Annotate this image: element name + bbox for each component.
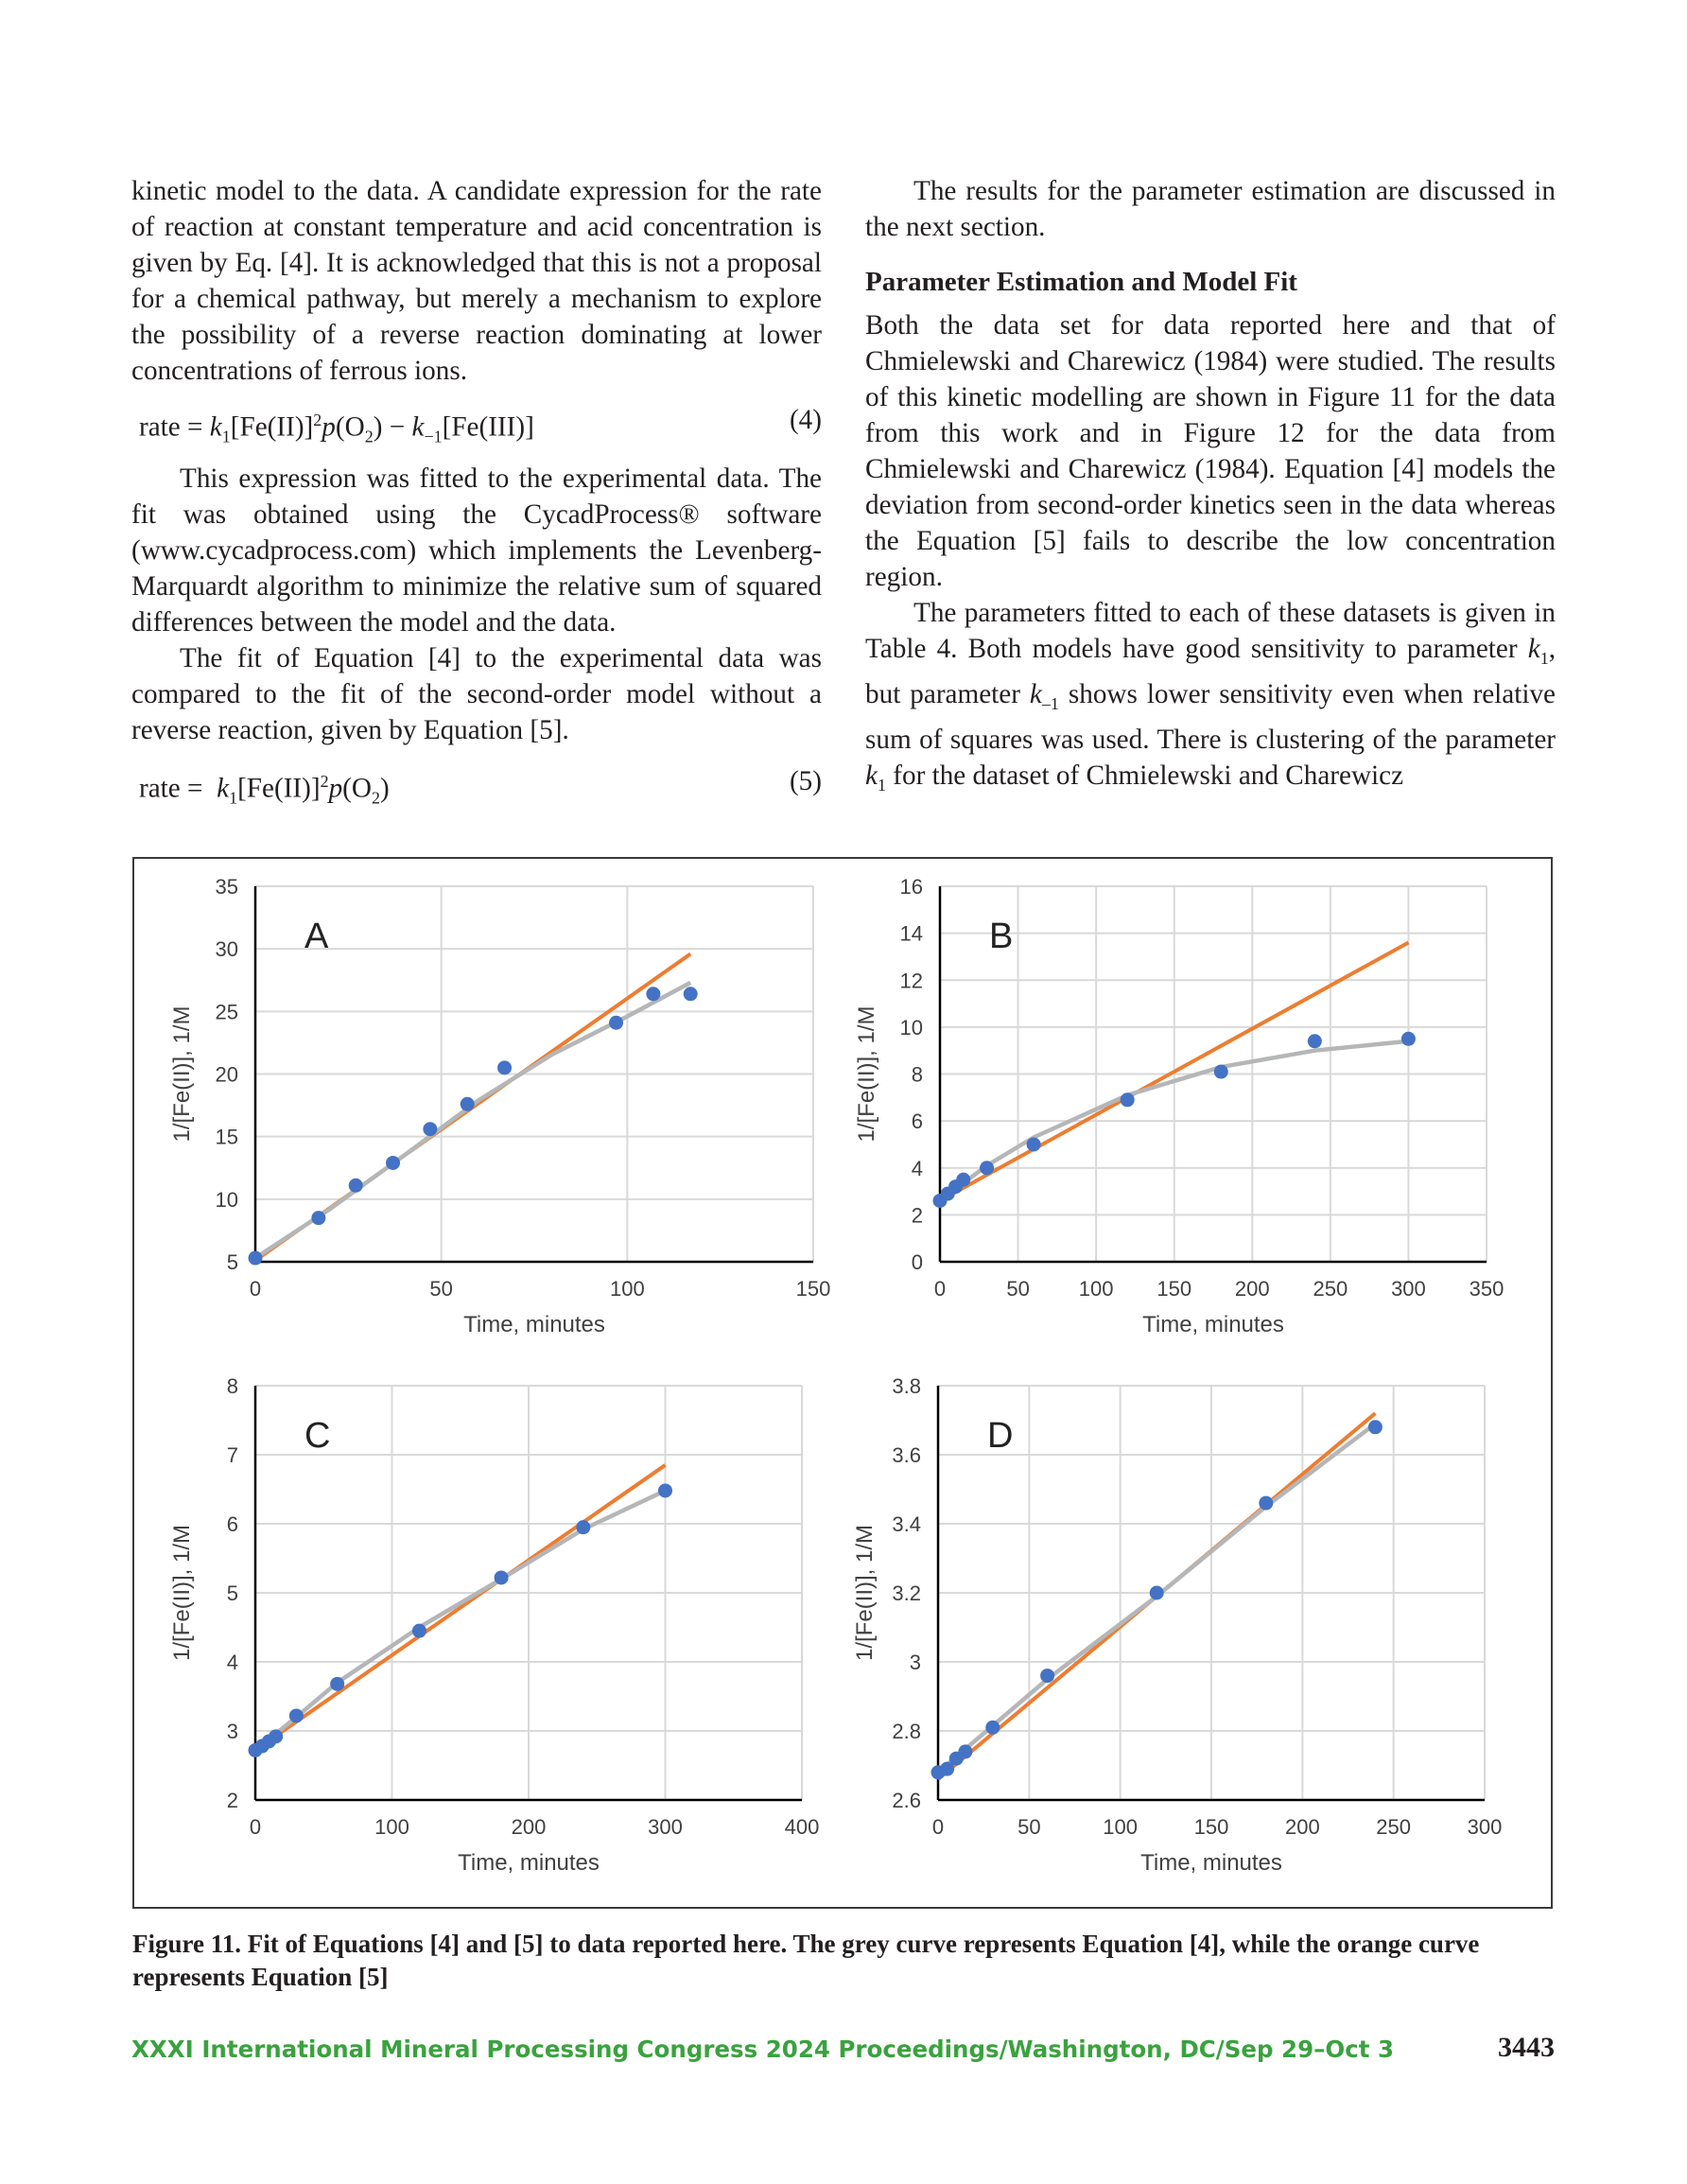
y-tick-label: 0 — [911, 1250, 923, 1274]
right-paragraph-2: Both the data set for data reported here and that of Chmielewski and Charewicz (1984) were studied. The results of this kinetic modelling are shown in Figure 11 for the data from this work and in Figure 12 for the data from Chmielewski and Charewicz (1984). Equation [4] models the deviation from second-order kinetics seen in the data whereas the Equation [5] fails to describe the low concentration region. — [865, 310, 1556, 592]
orange-fit-line — [255, 1465, 666, 1750]
data-point — [1040, 1669, 1054, 1683]
data-point — [1308, 1034, 1322, 1048]
x-tick-label: 250 — [1376, 1815, 1412, 1839]
data-point — [576, 1520, 590, 1534]
x-tick-label: 0 — [249, 1815, 262, 1839]
y-axis-label: 1/[Fe(II)], 1/M — [854, 1005, 879, 1143]
y-tick-label: 15 — [215, 1125, 238, 1149]
y-tick-label: 6 — [911, 1109, 923, 1134]
data-point — [684, 987, 698, 1001]
grey-fit-curve — [255, 1491, 666, 1750]
section-heading: Parameter Estimation and Model Fit — [865, 267, 1297, 297]
data-point — [495, 1570, 509, 1584]
equation-5-number: (5) — [789, 766, 822, 796]
y-tick-label: 35 — [215, 875, 238, 899]
panel-label: A — [304, 917, 329, 956]
data-point — [1121, 1092, 1135, 1107]
x-axis-label: Time, minutes — [1142, 1312, 1284, 1337]
chart-panel-a — [169, 875, 830, 1337]
data-point — [349, 1179, 363, 1193]
y-tick-label: 6 — [226, 1512, 238, 1536]
y-tick-label: 10 — [215, 1187, 238, 1212]
figure-11-charts — [134, 859, 1551, 1907]
figure-11 — [132, 857, 1553, 1909]
y-tick-label: 8 — [226, 1374, 238, 1398]
x-tick-label: 50 — [1017, 1815, 1041, 1839]
y-tick-label: 3.6 — [892, 1443, 921, 1467]
page-number: 3443 — [1498, 2032, 1555, 2063]
data-point — [658, 1483, 672, 1497]
equation-4-number: (4) — [789, 405, 822, 435]
y-tick-label: 4 — [226, 1651, 238, 1674]
data-point — [956, 1173, 970, 1187]
y-tick-label: 2 — [226, 1789, 238, 1812]
y-tick-label: 2 — [911, 1203, 923, 1228]
y-tick-label: 12 — [899, 969, 923, 993]
para3-text-c: shows lower sensitivity even when relative sum of squares was used. There is clustering of the parameter — [865, 678, 1556, 755]
data-point — [249, 1251, 263, 1266]
x-axis-label: Time, minutes — [458, 1850, 600, 1876]
x-tick-label: 200 — [1284, 1815, 1320, 1839]
y-tick-label: 3 — [226, 1720, 238, 1743]
data-point — [609, 1016, 623, 1030]
y-tick-label: 3.8 — [892, 1374, 921, 1398]
panel-label: C — [304, 1416, 331, 1456]
y-tick-label: 10 — [899, 1015, 923, 1040]
y-tick-label: 3.4 — [892, 1512, 921, 1536]
data-point — [646, 987, 660, 1001]
x-tick-label: 300 — [1391, 1277, 1426, 1301]
y-tick-label: 14 — [899, 921, 923, 946]
y-tick-label: 8 — [911, 1062, 923, 1087]
footer-venue: XXXI International Mineral Processing Congress 2024 Proceedings/Washington, DC/Sep 29–Oct 3 — [131, 2035, 1395, 2063]
data-point — [1259, 1496, 1273, 1511]
data-point — [412, 1624, 426, 1638]
left-paragraph-2: This expression was fitted to the experimental data. The fit was obtained using the CycadProcess® software (www.cycadprocess.com) which implements the Levenberg-Marquardt algorithm to minimize the relative sum of squared differences between the model and the data. — [131, 463, 822, 638]
y-axis-label: 1/[Fe(II)], 1/M — [169, 1524, 195, 1662]
y-tick-label: 5 — [226, 1581, 238, 1605]
figure-caption: Figure 11. Fit of Equations [4] and [5] to data reported here. The grey curve represents Equation [4], while the orange curve represents Equation [5] — [132, 1930, 1480, 1991]
data-point — [311, 1211, 325, 1225]
para3-text-a: The parameters fitted to each of these datasets is given in Table 4. Both models have good sensitivity to parameter — [865, 598, 1556, 664]
data-point — [1027, 1137, 1041, 1151]
x-tick-label: 400 — [784, 1815, 820, 1839]
y-tick-label: 20 — [215, 1062, 238, 1087]
y-tick-label: 2.8 — [892, 1720, 921, 1743]
y-tick-label: 25 — [215, 1000, 238, 1024]
data-point — [958, 1744, 972, 1758]
y-tick-label: 4 — [911, 1156, 923, 1180]
x-axis-label: Time, minutes — [463, 1312, 605, 1337]
panel-label: D — [987, 1416, 1014, 1456]
data-point — [423, 1122, 437, 1136]
data-point — [330, 1677, 344, 1691]
x-tick-label: 100 — [374, 1815, 409, 1839]
x-tick-label: 0 — [249, 1277, 262, 1301]
data-point — [289, 1708, 304, 1722]
left-paragraph-3: The fit of Equation [4] to the experimental data was compared to the fit of the second-order model without a reverse reaction, given by Equation [5]. — [131, 643, 822, 745]
data-point — [386, 1156, 400, 1170]
data-point — [269, 1729, 283, 1743]
x-tick-label: 0 — [933, 1277, 947, 1301]
y-tick-label: 30 — [215, 937, 238, 962]
x-tick-label: 50 — [1006, 1277, 1030, 1301]
equation-5: rate = $k_1[Fe(II)]^2p(O_2)$ (5) — [131, 763, 822, 801]
data-point — [461, 1097, 475, 1111]
left-column — [131, 173, 822, 822]
right-paragraph-1: The results for the parameter estimation are discussed in the next section. — [865, 176, 1556, 242]
right-column — [865, 173, 1556, 802]
x-tick-label: 100 — [609, 1277, 645, 1301]
left-paragraph-1: kinetic model to the data. A candidate expression for the rate of reaction at constant temperature and acid concentration is given by Eq. [4]. It is acknowledged that this is not a proposal for a chemical pathway, but merely a mechanism to explore the possibility of a reverse reaction dominating at lower concentrations of ferrous ions. — [131, 176, 822, 386]
x-tick-label: 150 — [1193, 1815, 1229, 1839]
y-tick-label: 3 — [909, 1651, 921, 1674]
chart-panel-b — [854, 875, 1504, 1337]
x-tick-label: 200 — [1234, 1277, 1270, 1301]
para3-text-b: , but parameter — [865, 634, 1556, 709]
data-point — [1150, 1586, 1164, 1600]
x-tick-label: 100 — [1078, 1277, 1114, 1301]
x-tick-label: 300 — [1467, 1815, 1503, 1839]
chart-panel-c — [169, 1374, 819, 1876]
y-tick-label: 3.2 — [892, 1581, 921, 1605]
x-tick-label: 150 — [1157, 1277, 1192, 1301]
y-tick-label: 5 — [226, 1250, 238, 1274]
y-axis-label: 1/[Fe(II)], 1/M — [852, 1524, 878, 1662]
x-tick-label: 200 — [511, 1815, 547, 1839]
y-tick-label: 2.6 — [892, 1789, 921, 1812]
x-tick-label: 250 — [1313, 1277, 1348, 1301]
x-tick-label: 300 — [648, 1815, 683, 1839]
x-tick-label: 0 — [931, 1815, 945, 1839]
panel-label: B — [989, 917, 1014, 956]
y-tick-label: 16 — [899, 875, 923, 899]
x-tick-label: 150 — [795, 1277, 831, 1301]
x-tick-label: 50 — [429, 1277, 453, 1301]
data-point — [985, 1721, 1000, 1735]
right-paragraph-3: The parameters fitted to each of these datasets is given in Table 4. Both models have good sensitivity to parameter $k_1$, but parameter $k_{-1}$ shows lower sensitivity even when relative sum of squares was used. There is clustering of the parameter $k_1$ for the dataset of Chmielewski and Charewicz — [865, 598, 1556, 795]
y-axis-label: 1/[Fe(II)], 1/M — [169, 1005, 195, 1143]
x-tick-label: 100 — [1103, 1815, 1139, 1839]
data-point — [1401, 1032, 1416, 1046]
y-tick-label: 7 — [226, 1443, 238, 1467]
data-point — [980, 1161, 994, 1175]
para3-text-d: for the dataset of Chmielewski and Charewicz — [885, 760, 1404, 791]
x-axis-label: Time, minutes — [1140, 1850, 1282, 1876]
data-point — [1214, 1065, 1228, 1079]
equation-4: rate = $k_1[Fe(II)]^2p(O_2) - k_{-1}[Fe(III)]$ (4) — [131, 402, 822, 440]
chart-panel-d — [852, 1374, 1502, 1876]
data-point — [497, 1060, 512, 1075]
data-point — [1368, 1420, 1383, 1434]
x-tick-label: 350 — [1469, 1277, 1504, 1301]
